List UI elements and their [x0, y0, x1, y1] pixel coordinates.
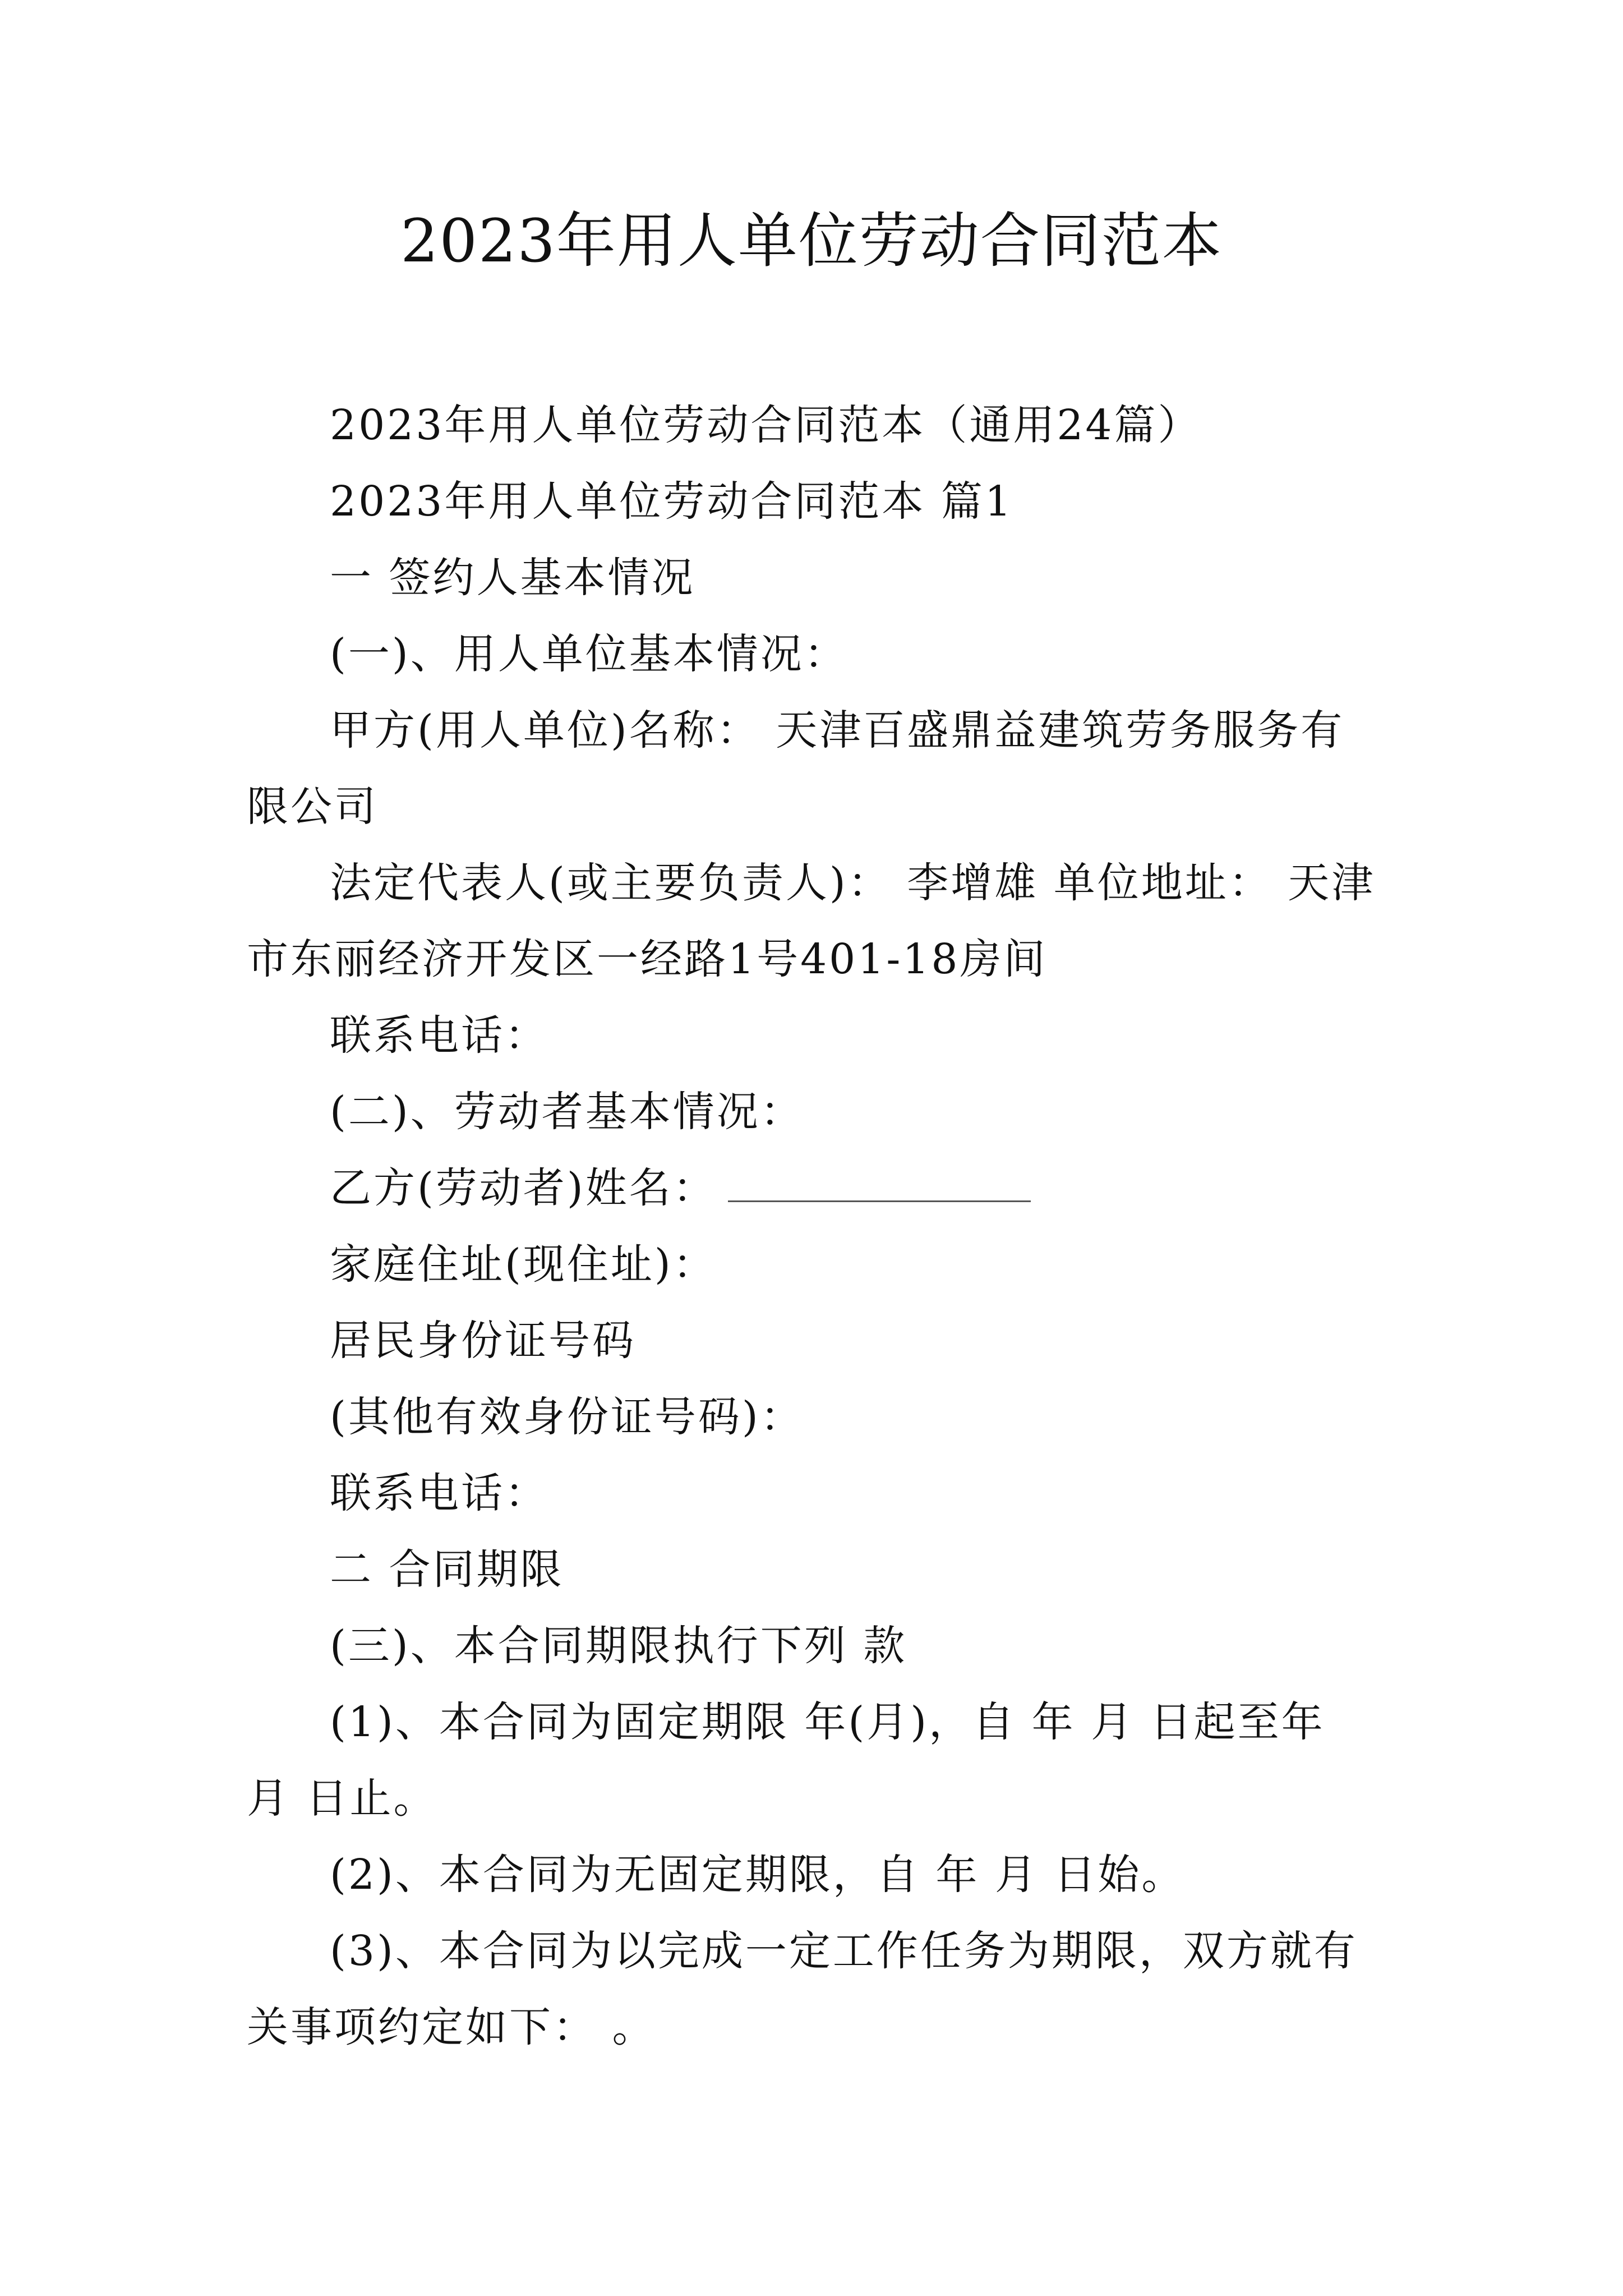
subsection-employer-info: (一)、用人单位基本情况：	[330, 630, 848, 678]
paragraph-subtitle: 2023年用人单位劳动合同范本（通用24篇）	[330, 401, 1202, 449]
section-heading-term: 二 合同期限	[330, 1545, 564, 1594]
employee-address: 家庭住址(现住址)：	[330, 1240, 717, 1289]
employer-representative-address: 法定代表人(或主要负责人)： 李增雄 单位地址： 天津市东丽经济开发区一经路1号401-18房间	[247, 859, 1376, 983]
employee-name-label: 乙方(劳动者)姓名：	[330, 1164, 717, 1212]
employee-name-line	[247, 1150, 1380, 1226]
subsection-employee-info: (二)、劳动者基本情况：	[330, 1088, 804, 1136]
employee-other-id: (其他有效身份证号码)：	[330, 1393, 804, 1441]
paragraph-article-heading: 2023年用人单位劳动合同范本 篇1	[330, 477, 1013, 526]
document-body	[247, 387, 1380, 2065]
term-clause-fixed: (1)、本合同为固定期限 年(月)，自 年 月 日起至年 月 日止。	[247, 1698, 1325, 1823]
employer-phone: 联系电话：	[330, 1011, 548, 1060]
section-heading-parties: 一 签约人基本情况	[330, 554, 695, 602]
term-clause-task: (3)、本合同为以完成一定工作任务为期限，双方就有关事项约定如下： 。	[247, 1927, 1358, 2051]
term-clause-intro: (三)、本合同期限执行下列 款	[330, 1622, 907, 1670]
term-clause-open: (2)、本合同为无固定期限，自 年 月 日始。	[330, 1851, 1186, 1899]
employee-name-blank	[728, 1199, 1031, 1202]
employee-id-number: 居民身份证号码	[330, 1317, 636, 1365]
employee-phone: 联系电话：	[330, 1469, 548, 1517]
employer-name: 甲方(用人单位)名称： 天津百盛鼎益建筑劳务服务有限公司	[247, 706, 1345, 831]
document-title: 2023年用人单位劳动合同范本	[400, 206, 1223, 275]
